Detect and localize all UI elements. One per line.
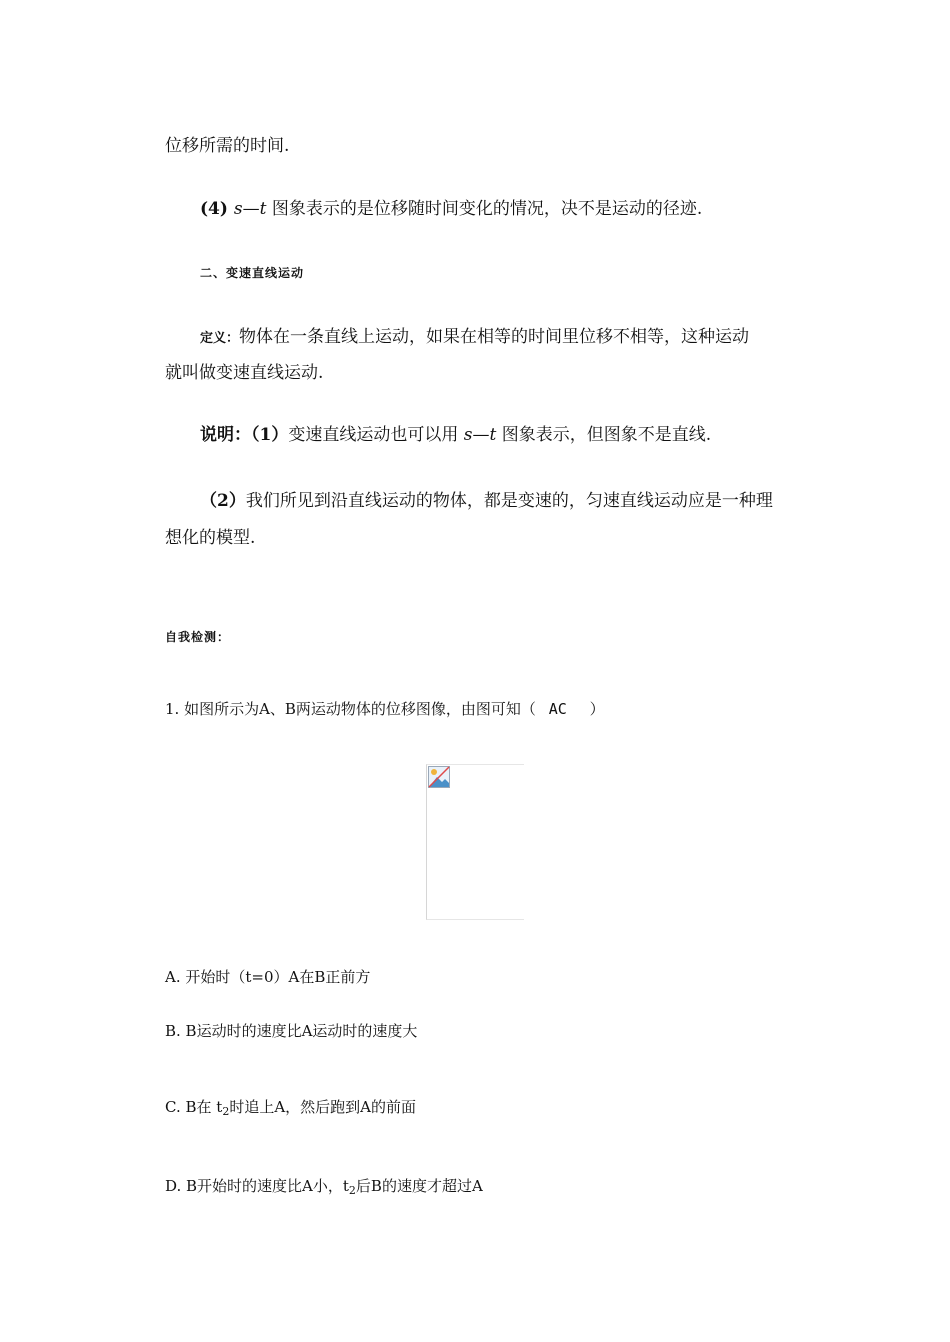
text: 位移所需的时间.: [165, 136, 290, 156]
dash: —: [242, 199, 260, 219]
figure-placeholder: [426, 764, 524, 920]
definition-text-cont: 就叫做变速直线运动.: [165, 363, 324, 383]
option-a: [165, 966, 370, 987]
option-d: [165, 1175, 483, 1197]
note2-text: 我们所见到沿直线运动的物体，都是变速的，匀速直线运动应是一种理: [245, 491, 773, 511]
self-check-title: 自我检测：: [165, 630, 231, 644]
note-line-2: [200, 486, 773, 511]
note-text-b: 图象表示，但图象不是直线.: [496, 425, 712, 445]
note-number: （1）: [251, 425, 289, 445]
question-text: 1. 如图所示为A、B两运动物体的位移图像，由图可知（: [165, 700, 536, 718]
var-t: t: [259, 199, 267, 219]
broken-image-icon: [428, 766, 450, 788]
note2-text-cont: 想化的模型.: [165, 528, 256, 548]
note2-number: （2）: [200, 491, 246, 511]
var-s: s: [233, 199, 243, 219]
definition-label: 定义：: [200, 331, 240, 346]
section-heading: [200, 264, 304, 281]
option-c-text-cont: 时追上A，然后跑到A的前面: [229, 1098, 416, 1116]
question-stem: [165, 698, 605, 719]
definition-text: 物体在一条直线上运动，如果在相等的时间里位移不相等，这种运动: [239, 327, 750, 347]
option-a-text: A. 开始时（t=0）A在B正前方: [165, 968, 371, 986]
dash: —: [472, 425, 490, 445]
var-s: s: [463, 425, 473, 445]
option-d-text: D. B开始时的速度比A小，t: [165, 1177, 349, 1195]
point-number: (4): [200, 199, 234, 219]
option-d-text-cont: 后B的速度才超过A: [355, 1177, 483, 1195]
text-line-point-4: [200, 194, 702, 219]
question-answer: AC: [548, 700, 567, 718]
option-b: [165, 1020, 417, 1041]
definition-line-1: [200, 322, 749, 347]
var-t: t: [489, 425, 497, 445]
option-c: [165, 1096, 416, 1118]
option-b-text: B. B运动时的速度比A运动时的速度大: [165, 1022, 418, 1040]
self-check-heading: [165, 628, 230, 645]
note-text-a: 变速直线运动也可以用: [288, 425, 464, 445]
subscript: 2: [222, 1105, 230, 1118]
option-c-text: C. B在 t: [165, 1098, 223, 1116]
note-line-2-cont: [165, 523, 255, 548]
section-title: 二、变速直线运动: [200, 266, 305, 280]
definition-line-2: [165, 358, 323, 383]
note-line-1: [200, 420, 711, 445]
note-label: 说明：: [200, 425, 251, 445]
subscript: 2: [348, 1184, 356, 1197]
text-line-1: [165, 131, 289, 156]
question-close-paren: ）: [589, 700, 605, 718]
text: 图象表示的是位移随时间变化的情况，决不是运动的径迹.: [266, 199, 703, 219]
